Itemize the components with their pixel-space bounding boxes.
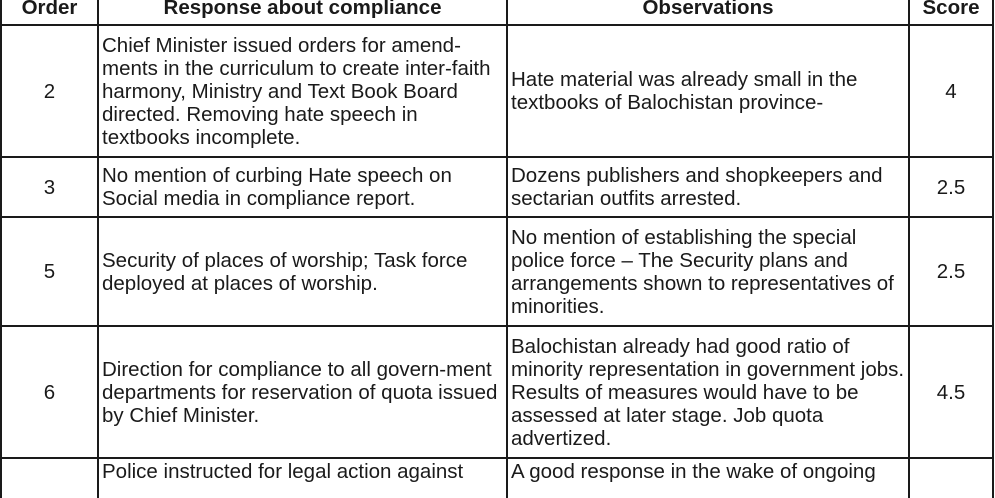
order-cell	[1, 458, 98, 498]
table-header-row	[1, 0, 993, 25]
score-cell	[909, 458, 993, 498]
observations-cell: Balochistan already had good ratio of minority representation in government jobs. Results of measures would have to be assessed at later stage. Job quota advertized.	[507, 326, 909, 458]
table-row	[1, 25, 993, 157]
header-score: Score	[909, 0, 993, 25]
order-cell: 6	[1, 326, 98, 458]
table-row	[1, 217, 993, 326]
response-cell: Chief Minister issued orders for amend-ments in the curriculum to create inter-faith harmony, Ministry and Text Book Board directed. Removing hate speech in textbooks incomplete.	[98, 25, 507, 157]
table-row	[1, 157, 993, 217]
score-cell: 2.5	[909, 217, 993, 326]
table-row	[1, 458, 993, 498]
score-cell: 4	[909, 25, 993, 157]
response-cell: Police instructed for legal action against	[98, 458, 507, 498]
observations-cell: No mention of establishing the special police force – The Security plans and arrangements shown to representatives of minorities.	[507, 217, 909, 326]
response-cell: Security of places of worship; Task force deployed at places of worship.	[98, 217, 507, 326]
score-cell: 4.5	[909, 326, 993, 458]
response-cell: No mention of curbing Hate speech on Social media in compliance report.	[98, 157, 507, 217]
table-row	[1, 326, 993, 458]
order-cell: 3	[1, 157, 98, 217]
observations-cell: A good response in the wake of ongoing	[507, 458, 909, 498]
order-cell: 5	[1, 217, 98, 326]
header-order: Order	[1, 0, 98, 25]
order-cell: 2	[1, 25, 98, 157]
header-response: Response about compliance	[98, 0, 507, 25]
score-cell: 2.5	[909, 157, 993, 217]
response-cell: Direction for compliance to all govern-ment departments for reservation of quota issued by Chief Minister.	[98, 326, 507, 458]
observations-cell: Dozens publishers and shopkeepers and sectarian outfits arrested.	[507, 157, 909, 217]
observations-cell: Hate material was already small in the textbooks of Balochistan province-	[507, 25, 909, 157]
header-observations: Observations	[507, 0, 909, 25]
